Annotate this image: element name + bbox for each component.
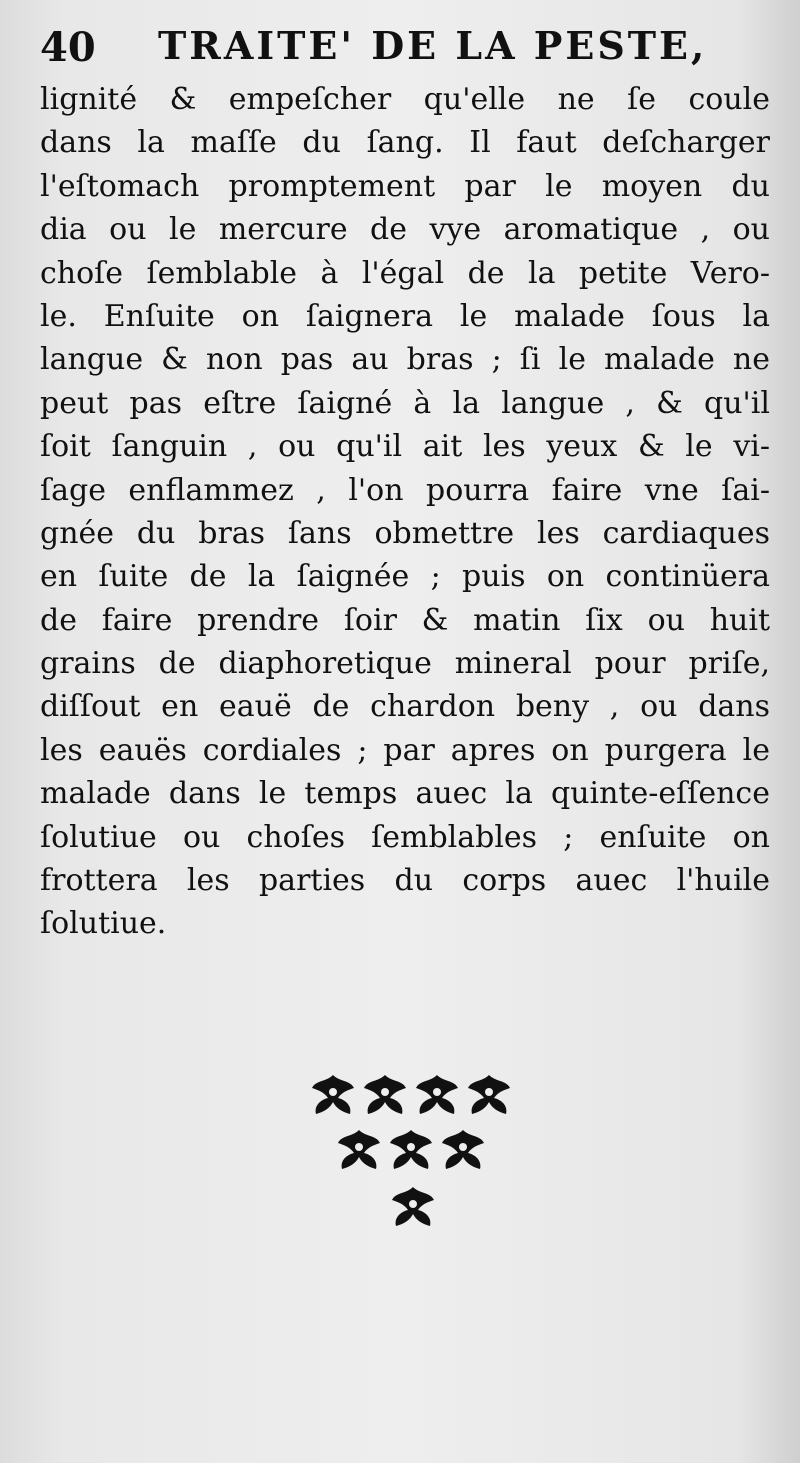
text-line: de faire prendre ſoir & matin ſix ou huit — [40, 602, 770, 638]
text-line: ſage enflammez , l'on pourra faire vne ſai- — [40, 472, 770, 508]
text-line: lignité & empeſcher qu'elle ne ſe coule — [40, 82, 770, 117]
text-line: choſe ſemblable à l'égal de la petite Vero- — [40, 255, 770, 291]
text-line: gnée du bras ſans obmettre les cardiaques — [40, 515, 770, 551]
text-line: le. Enſuite on ſaignera le malade ſous la — [40, 298, 770, 334]
text-line: frottera les parties du corps auec l'huile — [40, 863, 770, 899]
running-title: TRAITE' DE LA PESTE, — [158, 23, 708, 68]
page-number: 40 — [40, 24, 96, 71]
text-line: ſolutiue. — [40, 906, 167, 942]
text-line: grains de diaphoretique mineral pour priſe, — [40, 646, 770, 682]
text-line: diſſout en eauë de chardon beny , ou dans — [40, 689, 770, 725]
text-line: ſoit ſanguin , ou qu'il ait les yeux & le vi- — [40, 429, 770, 465]
text-line: les eauës cordiales ; par apres on purgera le — [40, 732, 770, 768]
text-line: peut pas eſtre ſaigné à la langue , & qu'il — [40, 385, 770, 421]
text-line: dans la maſſe du ſang. Il faut deſcharger — [40, 125, 770, 161]
text-line: langue & non pas au bras ; ſi le malade ne — [40, 342, 770, 378]
body-text — [40, 78, 770, 946]
page-header — [40, 18, 760, 80]
text-line: ſolutiue ou choſes ſemblables ; enſuite on — [40, 819, 770, 855]
text-line: malade dans le temps auec la quinte-eſſence — [40, 776, 770, 812]
text-line: en ſuite de la ſaignée ; puis on continüera — [40, 559, 770, 595]
text-line: l'eſtomach promptement par le moyen du — [40, 168, 770, 204]
floral-tailpiece-icon — [308, 1070, 518, 1240]
show-through-texture — [58, 940, 770, 1028]
text-line: dia ou le mercure de vye aromatique , ou — [40, 212, 770, 248]
